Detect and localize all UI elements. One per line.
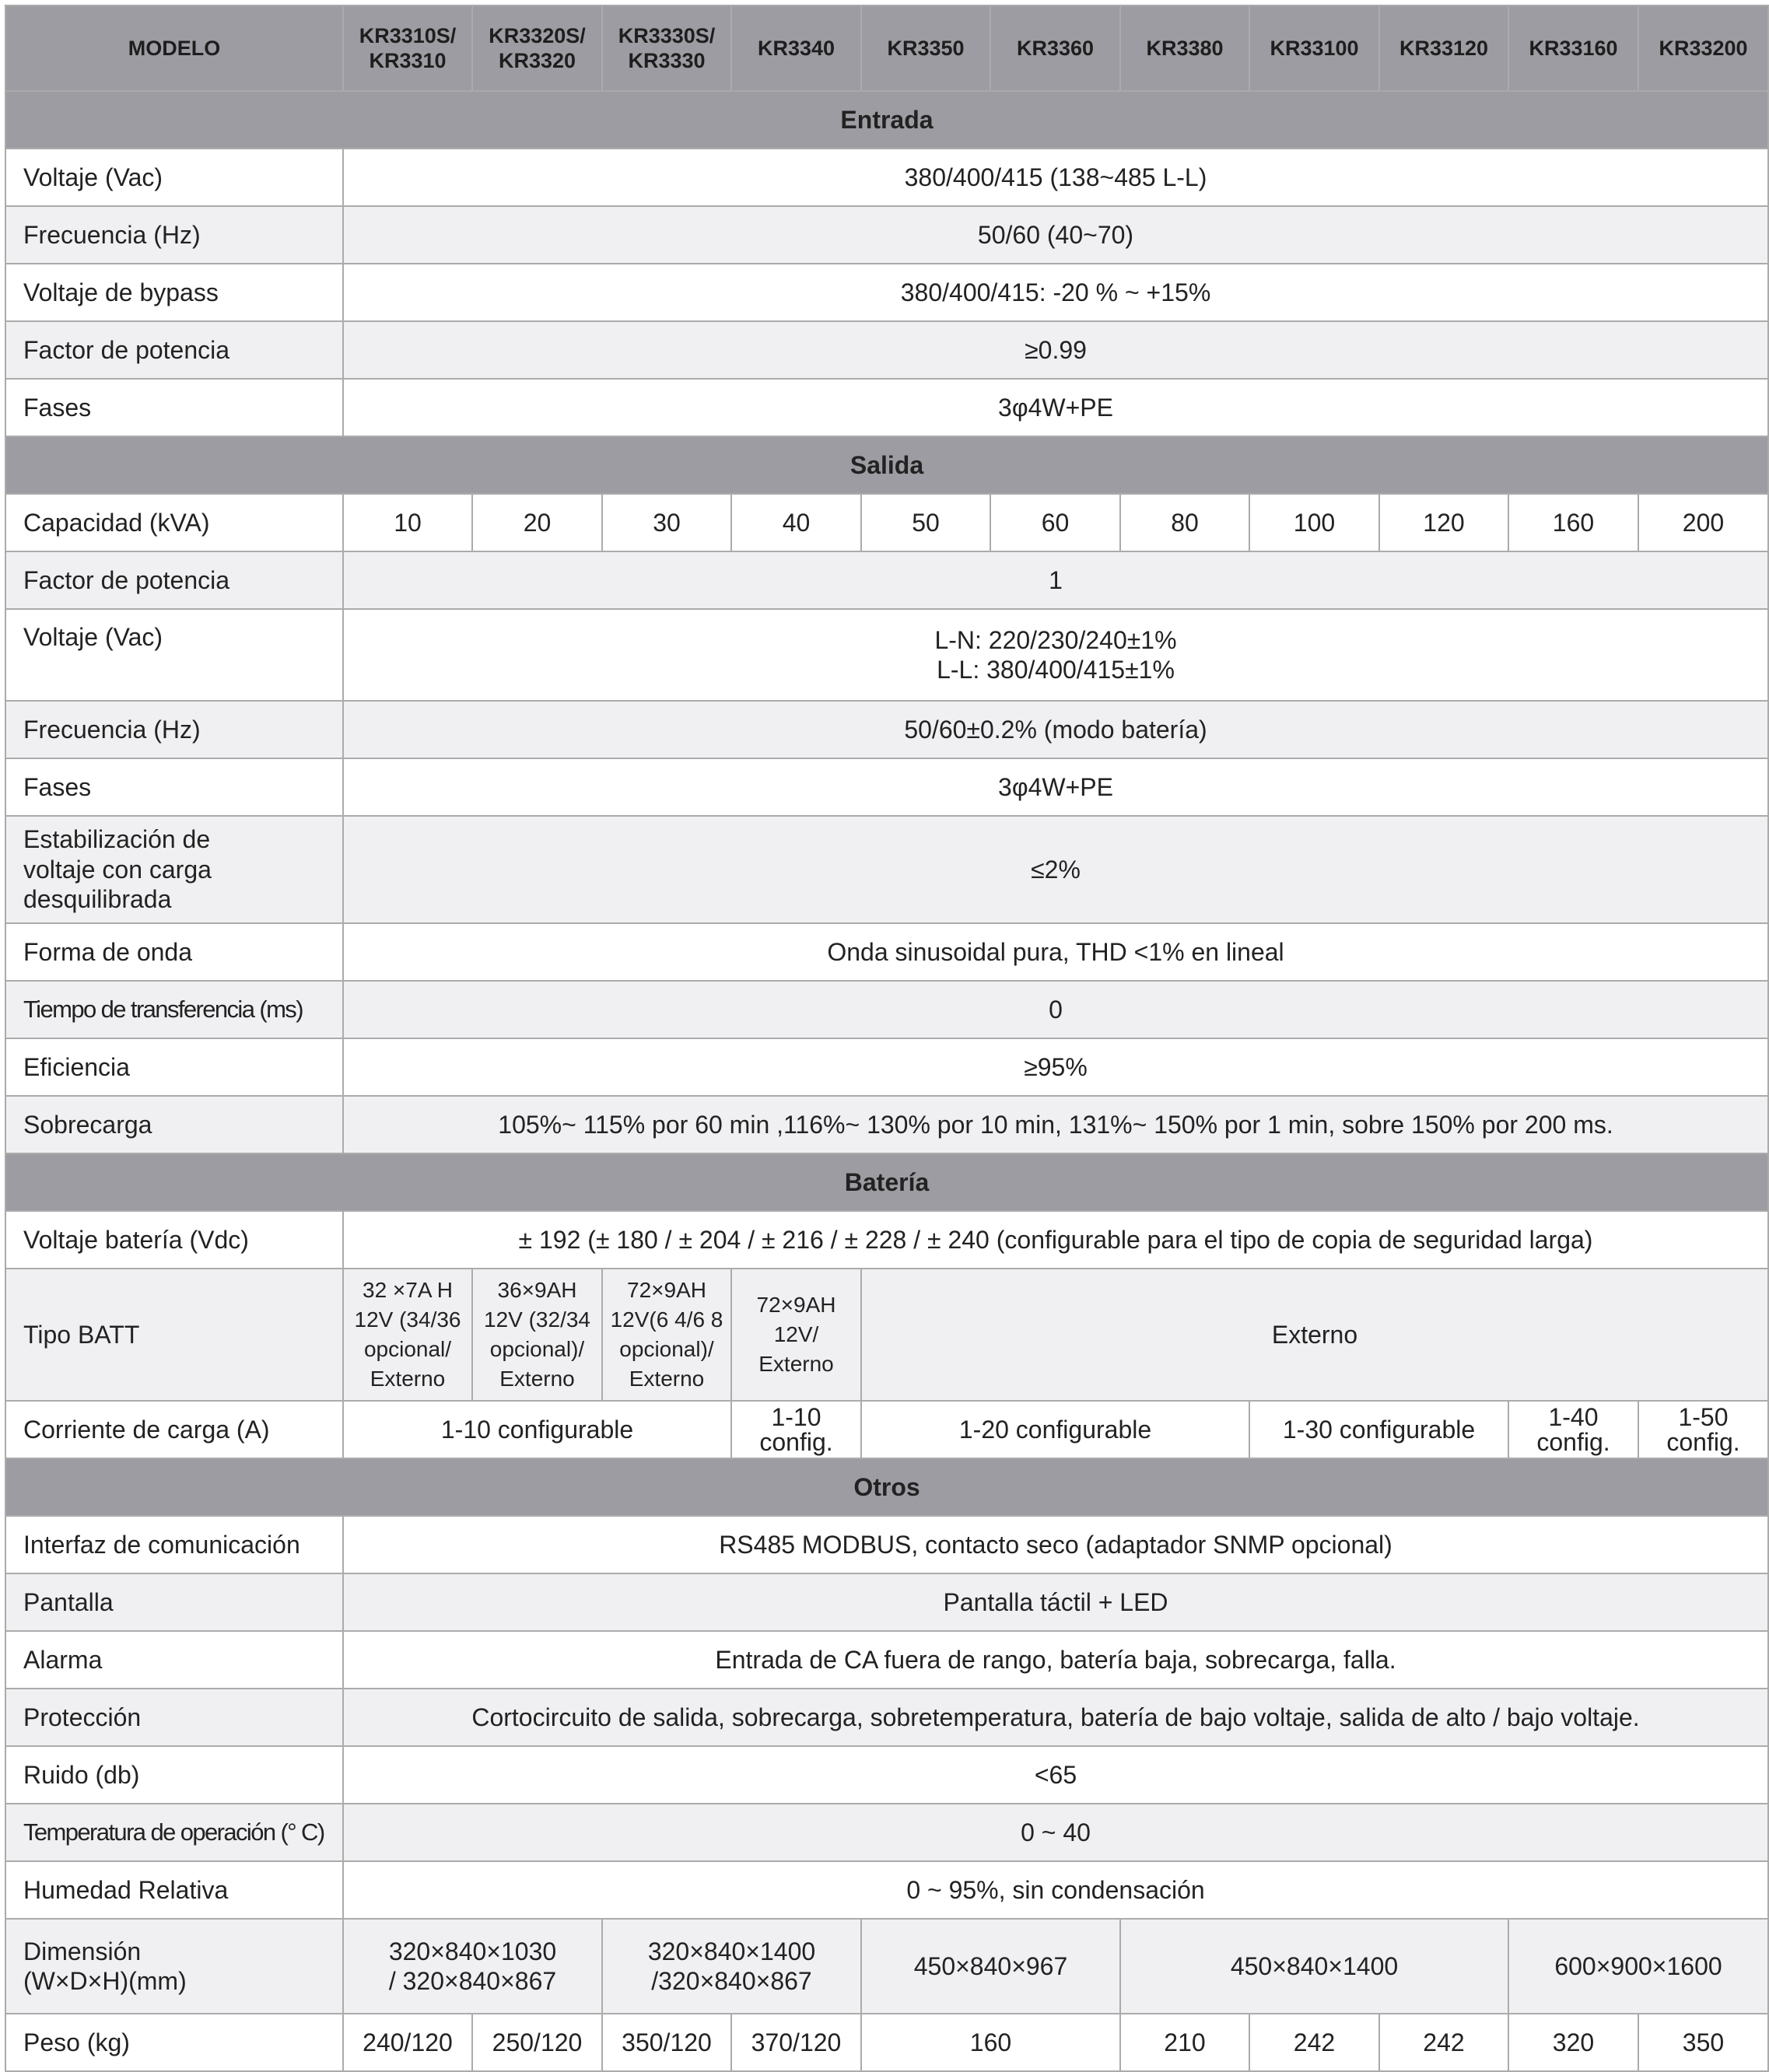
row-label: Corriente de carga (A)	[5, 1401, 343, 1458]
row-value: 380/400/415: -20 % ~ +15%	[343, 264, 1768, 321]
row-label: Frecuencia (Hz)	[5, 206, 343, 264]
table-row	[5, 701, 1768, 758]
section-row-entrada	[5, 91, 1768, 149]
row-value: 50/60 (40~70)	[343, 206, 1768, 264]
section-title: Entrada	[5, 91, 1768, 149]
table-row	[5, 379, 1768, 436]
row-value: ≤2%	[343, 816, 1768, 923]
weight-cell: 240/120	[343, 2014, 472, 2071]
model-column-header: KR3310S/ KR3310	[343, 5, 472, 91]
row-value: 1	[343, 551, 1768, 609]
row-value: Cortocircuito de salida, sobrecarga, sobretemperatura, batería de bajo voltaje, salida de alto / bajo voltaje.	[343, 1689, 1768, 1746]
row-value: 0 ~ 95%, sin condensación	[343, 1861, 1768, 1919]
table-row	[5, 1689, 1768, 1746]
row-label: Voltaje batería (Vdc)	[5, 1211, 343, 1269]
dimension-cell: 320×840×1030 / 320×840×867	[343, 1919, 602, 2014]
row-label: Capacidad (kVA)	[5, 494, 343, 551]
row-value: Pantalla táctil + LED	[343, 1573, 1768, 1631]
row-label: Alarma	[5, 1631, 343, 1689]
table-row	[5, 1861, 1768, 1919]
row-label: Ruido (db)	[5, 1746, 343, 1804]
model-column-header: KR33120	[1379, 5, 1508, 91]
row-label: Tiempo de transferencia (ms)	[5, 981, 343, 1038]
table-row	[5, 1269, 1768, 1401]
table-row	[5, 494, 1768, 551]
dimension-cell: 450×840×1400	[1120, 1919, 1508, 2014]
row-label: Fases	[5, 758, 343, 816]
weight-cell: 370/120	[731, 2014, 861, 2071]
table-row	[5, 981, 1768, 1038]
row-label: Voltaje (Vac)	[5, 149, 343, 206]
model-column-header: KR3360	[990, 5, 1120, 91]
row-label: Factor de potencia	[5, 321, 343, 379]
row-label: Voltaje de bypass	[5, 264, 343, 321]
table-row	[5, 1096, 1768, 1153]
row-label: Fases	[5, 379, 343, 436]
battery-type-cell: 72×9AH 12V/ Externo	[731, 1269, 861, 1401]
charge-current-cell: 1-30 configurable	[1249, 1401, 1508, 1458]
row-label: Tipo BATT	[5, 1269, 343, 1401]
dimension-cell: 320×840×1400 /320×840×867	[602, 1919, 861, 2014]
row-value: L-N: 220/230/240±1% L-L: 380/400/415±1%	[343, 609, 1768, 701]
dimension-cell: 600×900×1600	[1508, 1919, 1768, 2014]
row-label: Protección	[5, 1689, 343, 1746]
table-row	[5, 1211, 1768, 1269]
weight-cell: 242	[1379, 2014, 1508, 2071]
capacity-cell: 60	[990, 494, 1120, 551]
charge-current-cell: 1-10 config.	[731, 1401, 861, 1458]
model-column-header: KR3350	[861, 5, 990, 91]
row-value: ≥95%	[343, 1038, 1768, 1096]
weight-cell: 210	[1120, 2014, 1249, 2071]
row-value: 0 ~ 40	[343, 1804, 1768, 1861]
model-header: MODELO	[5, 5, 343, 91]
dimension-cell: 450×840×967	[861, 1919, 1120, 2014]
table-row	[5, 923, 1768, 981]
table-row	[5, 551, 1768, 609]
capacity-cell: 40	[731, 494, 861, 551]
capacity-cell: 80	[1120, 494, 1249, 551]
capacity-cell: 160	[1508, 494, 1638, 551]
row-label: Estabilización de voltaje con carga desquilibrada	[5, 816, 343, 923]
capacity-cell: 50	[861, 494, 990, 551]
table-row	[5, 264, 1768, 321]
row-value: Entrada de CA fuera de rango, batería baja, sobrecarga, falla.	[343, 1631, 1768, 1689]
table-row	[5, 1804, 1768, 1861]
row-label: Frecuencia (Hz)	[5, 701, 343, 758]
section-title: Otros	[5, 1458, 1768, 1516]
row-value: 380/400/415 (138~485 L-L)	[343, 149, 1768, 206]
section-row-bateria	[5, 1153, 1768, 1211]
table-row	[5, 1038, 1768, 1096]
capacity-cell: 120	[1379, 494, 1508, 551]
table-row	[5, 1919, 1768, 2014]
weight-cell: 250/120	[472, 2014, 602, 2071]
row-value: Onda sinusoidal pura, THD <1% en lineal	[343, 923, 1768, 981]
table-row	[5, 1631, 1768, 1689]
section-row-salida	[5, 436, 1768, 494]
table-row	[5, 1573, 1768, 1631]
capacity-cell: 100	[1249, 494, 1379, 551]
battery-type-cell: 36×9AH 12V (32/34 opcional)/ Externo	[472, 1269, 602, 1401]
section-title: Salida	[5, 436, 1768, 494]
row-value: <65	[343, 1746, 1768, 1804]
model-column-header: KR3320S/ KR3320	[472, 5, 602, 91]
header-row	[5, 5, 1768, 91]
table-row	[5, 816, 1768, 923]
weight-cell: 242	[1249, 2014, 1379, 2071]
row-value: 105%~ 115% por 60 min ,116%~ 130% por 10 min, 131%~ 150% por 1 min, sobre 150% por 200 ms.	[343, 1096, 1768, 1153]
row-label: Factor de potencia	[5, 551, 343, 609]
battery-type-external: Externo	[861, 1269, 1768, 1401]
row-label: Interfaz de comunicación	[5, 1516, 343, 1573]
weight-cell: 320	[1508, 2014, 1638, 2071]
weight-cell: 350/120	[602, 2014, 731, 2071]
model-column-header: KR33160	[1508, 5, 1638, 91]
capacity-cell: 200	[1638, 494, 1768, 551]
table-row	[5, 149, 1768, 206]
capacity-cell: 30	[602, 494, 731, 551]
battery-type-cell: 72×9AH 12V(6 4/6 8 opcional)/ Externo	[602, 1269, 731, 1401]
row-label: Sobrecarga	[5, 1096, 343, 1153]
row-label: Eficiencia	[5, 1038, 343, 1096]
model-column-header: KR33100	[1249, 5, 1379, 91]
charge-current-cell: 1-10 configurable	[343, 1401, 731, 1458]
row-label: Pantalla	[5, 1573, 343, 1631]
model-column-header: KR3330S/ KR3330	[602, 5, 731, 91]
weight-cell: 160	[861, 2014, 1120, 2071]
model-column-header: KR3340	[731, 5, 861, 91]
row-value: 0	[343, 981, 1768, 1038]
section-title: Batería	[5, 1153, 1768, 1211]
capacity-cell: 20	[472, 494, 602, 551]
table-row	[5, 758, 1768, 816]
row-label: Dimensión (W×D×H)(mm)	[5, 1919, 343, 2014]
table-row	[5, 1746, 1768, 1804]
model-column-header: KR3380	[1120, 5, 1249, 91]
row-value: 3φ4W+PE	[343, 758, 1768, 816]
row-value: RS485 MODBUS, contacto seco (adaptador SNMP opcional)	[343, 1516, 1768, 1573]
battery-type-cell: 32 ×7A H 12V (34/36 opcional/ Externo	[343, 1269, 472, 1401]
row-label: Peso (kg)	[5, 2014, 343, 2071]
charge-current-cell: 1-50 config.	[1638, 1401, 1768, 1458]
row-label: Temperatura de operación (° C)	[5, 1804, 343, 1861]
weight-cell: 350	[1638, 2014, 1768, 2071]
row-value: ± 192 (± 180 / ± 204 / ± 216 / ± 228 / ± 240 (configurable para el tipo de copia de seguridad larga)	[343, 1211, 1768, 1269]
model-column-header: KR33200	[1638, 5, 1768, 91]
row-label: Forma de onda	[5, 923, 343, 981]
table-row	[5, 609, 1768, 701]
table-row	[5, 206, 1768, 264]
charge-current-cell: 1-20 configurable	[861, 1401, 1249, 1458]
row-value: ≥0.99	[343, 321, 1768, 379]
row-label: Humedad Relativa	[5, 1861, 343, 1919]
row-value: 50/60±0.2% (modo batería)	[343, 701, 1768, 758]
table-row	[5, 1516, 1768, 1573]
table-row	[5, 1401, 1768, 1458]
table-row	[5, 321, 1768, 379]
row-label: Voltaje (Vac)	[5, 609, 343, 701]
spec-table	[5, 5, 1769, 2072]
row-value: 3φ4W+PE	[343, 379, 1768, 436]
table-row	[5, 2014, 1768, 2071]
capacity-cell: 10	[343, 494, 472, 551]
section-row-otros	[5, 1458, 1768, 1516]
charge-current-cell: 1-40 config.	[1508, 1401, 1638, 1458]
